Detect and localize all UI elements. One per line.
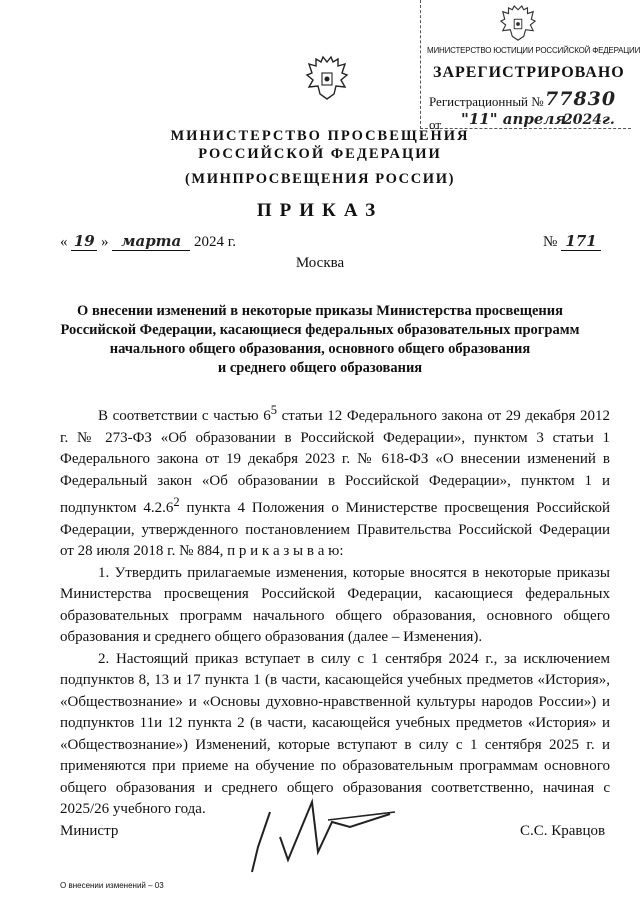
stamp-reg-label: Регистрационный № — [429, 94, 544, 109]
signer-role: Министр — [60, 823, 119, 839]
preamble-superscript: 5 — [270, 403, 277, 417]
date-close-quote: » — [101, 234, 109, 250]
order-year: 2024 г. — [194, 234, 236, 250]
ministry-name-line2: РОССИЙСКОЙ ФЕДЕРАЦИИ — [198, 146, 442, 162]
title-line: О внесении изменений в некоторые приказы Министерства просвещения — [77, 303, 563, 319]
order-city: Москва — [295, 255, 345, 271]
footer-note: О внесении изменений – 03 — [60, 881, 164, 890]
preamble-part: пункта 4 Положения о Министерстве просвещения Российской Федерации, утвержденного постановлением Правительства Российской Федерации от 28 июля 2018 г. № 884, п р и к а з ы в а ю: — [60, 500, 610, 559]
stamp-date-handwritten: "11" апреля — [461, 110, 567, 128]
signature-image — [240, 792, 400, 892]
document-type: ПРИКАЗ — [256, 200, 384, 221]
coat-of-arms-icon — [305, 55, 349, 103]
ministry-name-line1: МИНИСТЕРСТВО ПРОСВЕЩЕНИЯ — [170, 128, 470, 144]
registration-stamp — [420, 0, 640, 132]
stamp-date-year: 2024г. — [563, 112, 615, 128]
stamp-status: ЗАРЕГИСТРИРОВАНО — [433, 64, 625, 81]
order-body — [60, 400, 610, 821]
order-date — [60, 232, 236, 251]
order-title — [40, 302, 600, 378]
order-month: марта — [112, 232, 190, 251]
order-number-value: 171 — [561, 232, 601, 251]
order-day: 19 — [71, 232, 97, 251]
body-paragraph-preamble — [60, 400, 610, 563]
body-paragraph-item-1: 1. Утвердить прилагаемые изменения, которые вносятся в некоторые приказы Министерства просвещения Российской Федерации, касающиеся федеральных образовательных программ начального общего образования, основного общего образования и среднего общего образования (далее – Изменения). — [60, 564, 610, 645]
preamble-part: статьи 12 Федерального закона от 29 декабря 2012 г. № 273-ФЗ «Об образовании в Российской Федерации», пунктом 3 статьи 1 Федерального закона от 19 декабря 2023 г. № 618-ФЗ «О внесении изменений в Федеральный закон «Об образовании в Российской Федерации», пунктом 1 и подпунктом 4.2.6 — [60, 408, 610, 516]
preamble-superscript: 2 — [173, 495, 180, 509]
ministry-short-name: (МИНПРОСВЕЩЕНИЯ РОССИИ) — [185, 171, 455, 187]
date-open-quote: « — [60, 234, 68, 250]
stamp-ministry: МИНИСТЕРСТВО ЮСТИЦИИ РОССИЙСКОЙ ФЕДЕРАЦИИ — [427, 46, 640, 55]
stamp-reg-number: 77830 — [545, 88, 617, 110]
title-line: и среднего общего образования — [217, 360, 423, 376]
order-number-label: № — [543, 234, 558, 250]
body-paragraph-item-2: 2. Настоящий приказ вступает в силу с 1 сентября 2024 г., за исключением подпунктов 8, 13 и 17 пункта 1 (в части, касающейся учебных предметов «История», «Обществознание» и «Основы духовно-нравственной культуры народов России») и подпунктов 11и 12 пункта 2 (в части, касающейся учебных предметов «История» и «Обществознание») Изменений, которые вступают в силу с 1 сентября 2025 г. и применяются при приеме на обучение по образовательным программам основного общего образования и среднего общего образования соответственно, начиная с 2025/26 учебного года. — [60, 650, 610, 817]
order-number — [543, 232, 601, 251]
preamble-part: В соответствии с частью 6 — [98, 408, 271, 424]
stamp-date-prefix: от — [429, 117, 442, 132]
title-line: Российской Федерации, касающиеся федеральных образовательных программ — [60, 322, 580, 338]
signer-name: С.С. Кравцов — [520, 823, 606, 839]
coat-of-arms-icon — [499, 4, 537, 44]
title-line: начального общего образования, основного общего образования — [109, 341, 531, 357]
